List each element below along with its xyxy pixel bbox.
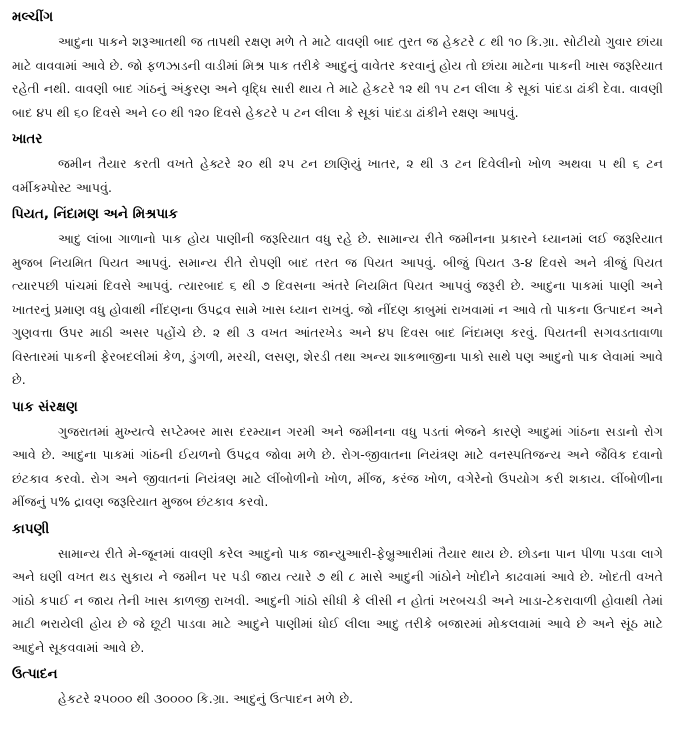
section-heading: ઉત્પાદન [12,666,58,682]
section-heading: ખાતર [12,131,43,147]
section-manure [12,130,663,199]
section-heading: પાક સંરક્ષણ [12,398,78,415]
section-heading: પિયત, નિંદામણ અને મિશ્રપાક [12,206,178,222]
section-paragraph: સામાન્ય રીતે મે-જૂનમાં વાવણી કરેલ આદુનો પાક જાન્યુઆરી-ફેબ્રુઆરીમાં તૈયાર થાય છે. છોડના પાન પીળા પડવા લાગે અને ઘણી વખત થડ સુકાય ને જમીન પર પડી જાય ત્યારે ૭ થી ૮ માસે આદુની ગાંઠોને ખોદીને કાઢવામાં આવે છે. ખોદતી વખતે ગાંઠો કપાઈ ન જાય તેની ખાસ કાળજી રાખવી. આદુની ગાંઠો સીધી કે લીસી ન હોતાં ખરબચડી અને ખાડા-ટેકરાવાળી હોવાથી તેમાં માટી ભરાયેલી હોય છે જે છૂટી પાડવા માટે આદુને પાણીમાં ધોઈ લીલા આદુ તરીકે બજારમાં મોકલવામાં આવે છે અને સૂંઠ માટે આદુને સૂકવવામાં આવે છે. [12,545,663,655]
section-heading: મલ્ચીંગ [12,9,54,25]
section-paragraph: આદુ લાંબા ગાળાનો પાક હોય પાણીની જરૂરિયાત વધુ રહે છે. સામાન્ય રીતે જમીનના પ્રકારને ધ્યાનમાં લઈ જરૂરિયાત મુજબ નિયમિત પિયત આપવું. સમાન્ય રીતે રોપણી બાદ તરત જ પિયત આપવું. બીજું પિયત ૩-૪ દિવસે અને ત્રીજું પિયત ત્યારપછી પાંચમાં દિવસે આપવું. ત્યારબાદ ૬ થી ૭ દિવસના અંતરે નિયમિત પિયત આપવું જરૂરી છે. આદુના પાકમાં પાણી અને ખાતરનું પ્રમાણ વધુ હોવાથી નીંદણના ઉપદ્રવ સામે ખાસ ધ્યાન રાખવું. જો નીંદણ કાબુમાં રાખવામાં ન આવે તો પાકના ઉત્પાદન અને ગુણવત્તા ઉપર માઠી અસર પહોંચે છે. ૨ થી ૩ વખત આંતરખેડ અને ૪૫ દિવસ બાદ નિંદામણ કરવું. પિયતની સગવડતાવાળા વિસ્તારમાં પાકની ફેરબદલીમાં કેળ, ડુંગળી, મરચી, લસણ, શેરડી તથા અન્ય શાકભાજીના પાકો સાથે પણ આદુનો પાક લેવામાં આવે છે. [12,231,663,387]
section-paragraph: હેકટરે ૨૫૦૦૦ થી ૩૦૦૦૦ કિ.ગ્રા. આદુનું ઉત્પાદન મળે છે. [58,691,354,706]
section-irrigation-weeding-intercrop [12,205,663,392]
section-heading: કાપણી [12,520,50,537]
section-paragraph: આદુના પાકને શરૂઆતથી જ તાપથી રક્ષણ મળે તે માટે વાવણી બાદ તુરત જ હેકટરે ૮ થી ૧૦ કિ.ગ્રા. સોટીયો ગુવાર છાંયા માટે વાવવામાં આવે છે. જો ફળઝાડની વાડીમાં મિશ્ર પાક તરીકે આદુનું વાવેતર કરવાનું હોય તો છાંયા માટેના પાકની ખાસ જરૂરિયાત રહેતી નથી. વાવણી બાદ ગાંઠનું અંકુરણ અને વૃદ્ધિ સારી થાય તે માટે હેકટરે ૧૨ થી ૧૫ ટન લીલા કે સૂકાં પાંદડા ઢાંકી દેવા. વાવણી બાદ ૪૫ થી ૬૦ દિવસે અને ૯૦ થી ૧૨૦ દિવસે હેકટરે ૫ ટન લીલા કે સૂકાં પાંદડા ઢાંકીને રક્ષણ આપવું. [12,34,663,120]
section-mulching [12,8,663,124]
section-production [12,665,663,711]
section-harvesting [12,520,663,660]
section-paragraph: ગુજરાતમાં મુખ્યત્વે સપ્ટેમ્બર માસ દરમ્યાન ગરમી અને જમીનના વધુ પડતાં ભેજને કારણે આદુમાં ગાંઠના સડાનો રોગ આવે છે. આદુના પાકમાં ગાંઠની ઈયળનો ઉપદ્રવ જોવા મળે છે. રોગ-જીવાતના નિયંત્રણ માટે વનસ્પતિજન્ય અને જૈવિક દવાનો છંટકાવ કરવો. રોગ અને જીવાતનાં નિયંત્રણ માટે લીંબોળીનો ખોળ, મીંજ, કરંજ ખોળ, વગેરેનો ઉપયોગ કરી શકાય. લીંબોળીના મીંજનું ૫% દ્રાવણ જરૂરિયાત મુજબ છંટકાવ કરવો. [12,423,663,509]
section-crop-protection [12,398,663,514]
section-paragraph: જમીન તૈયાર કરતી વખતે હેક્ટરે ૨૦ થી ૨૫ ટન છાણિયું ખાતર, ૨ થી ૩ ટન દિવેલીનો ખોળ અથવા ૫ થી ૬ ટન વર્મીકમ્પોસ્ટ આપવું. [12,156,663,195]
